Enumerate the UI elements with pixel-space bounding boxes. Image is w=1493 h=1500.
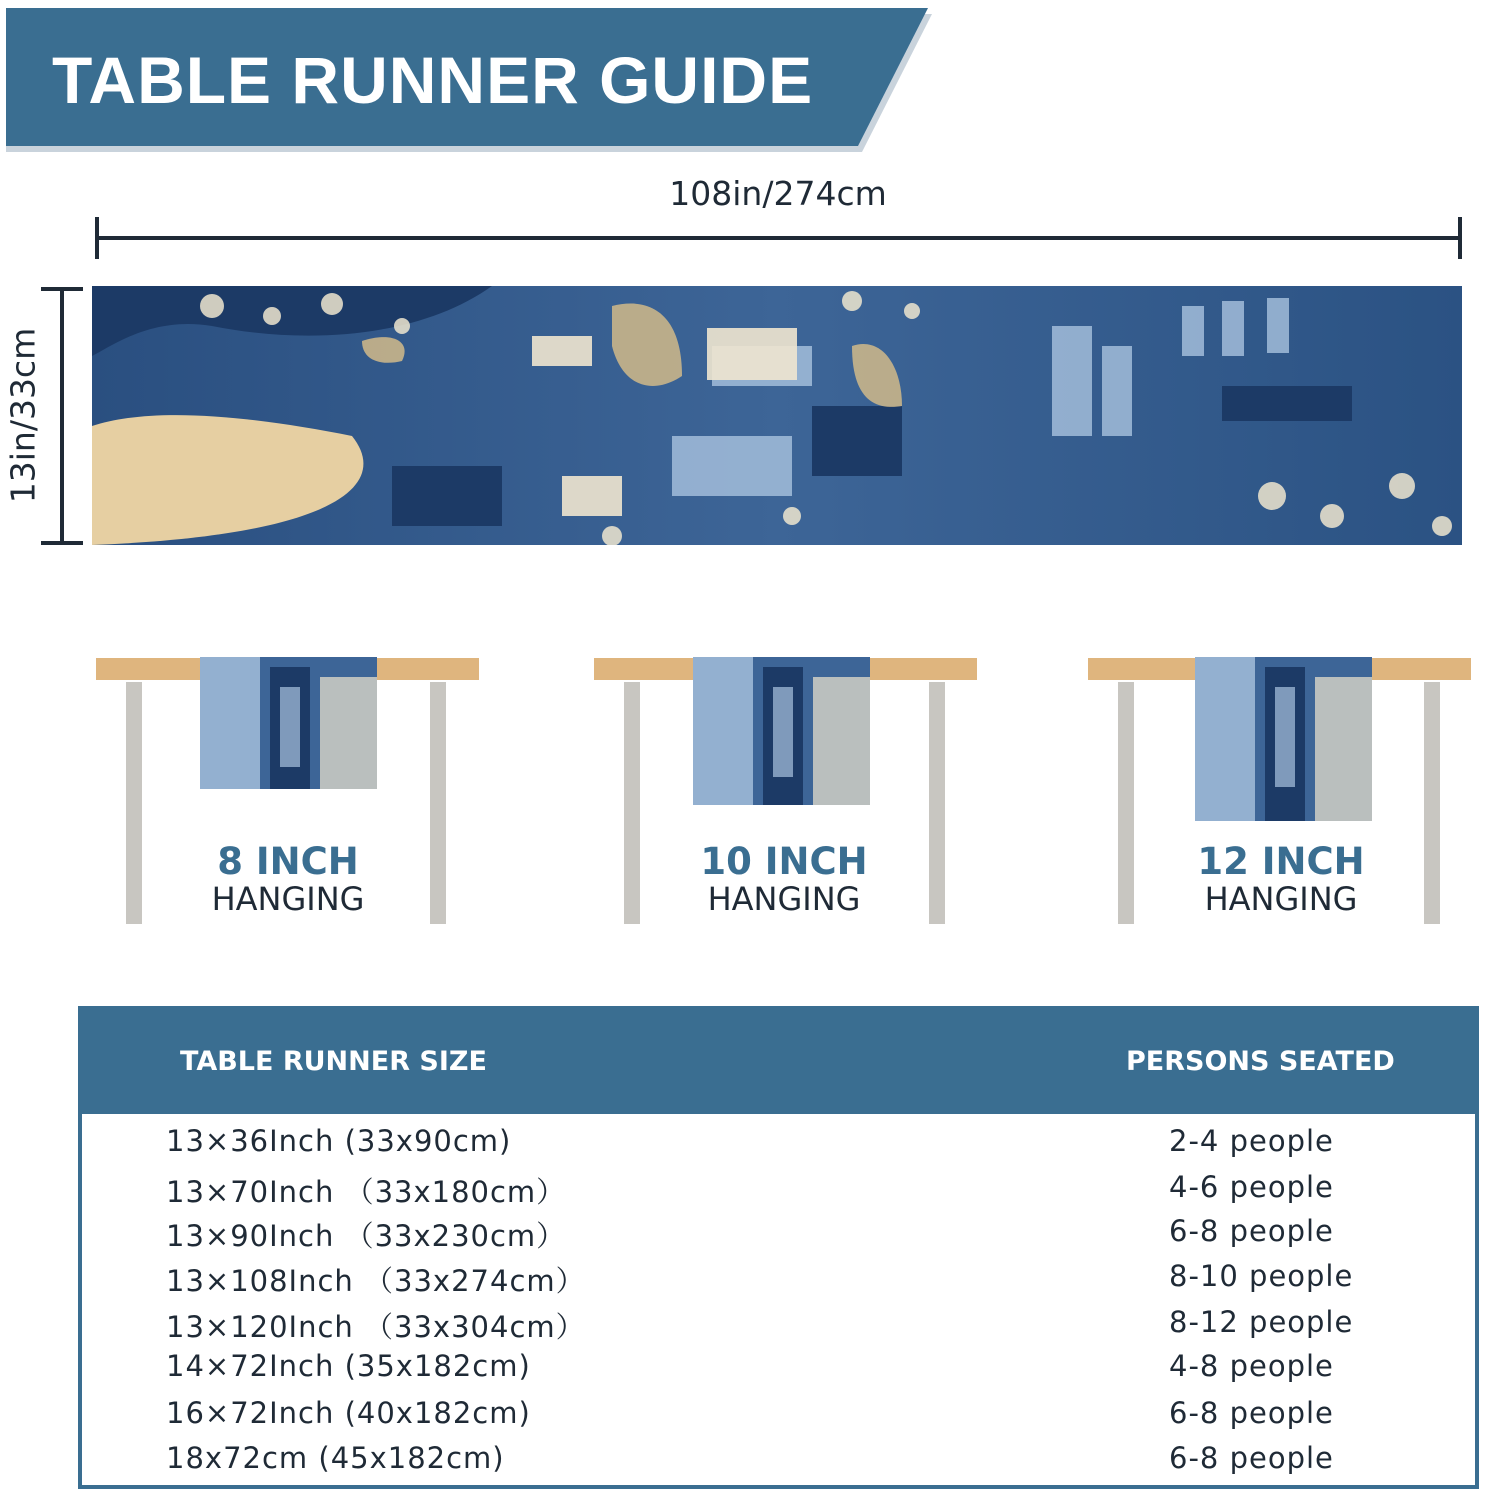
runner-drape-10-inch bbox=[693, 657, 870, 805]
hanging-8-inch-label: 8 INCH bbox=[217, 840, 359, 883]
length-dimension-cap-right bbox=[1458, 217, 1462, 259]
table-row bbox=[82, 1259, 1475, 1299]
size-cell: 16×72Inch (40x182cm) bbox=[166, 1396, 531, 1430]
width-dimension-cap-top bbox=[41, 287, 83, 291]
table-runner-image bbox=[92, 286, 1462, 545]
persons-cell: 8-12 people bbox=[1169, 1305, 1354, 1339]
size-cell: 13×90Inch （33x230cm） bbox=[166, 1219, 567, 1253]
size-cell: 18x72cm (45x182cm) bbox=[166, 1441, 505, 1475]
table-row bbox=[82, 1349, 1475, 1389]
size-table-header bbox=[82, 1010, 1475, 1114]
persons-cell: 6-8 people bbox=[1169, 1396, 1334, 1430]
size-cell: 13×120Inch （33x304cm） bbox=[166, 1310, 586, 1344]
hanging-12-inch-label: 12 INCH bbox=[1197, 840, 1365, 883]
hanging-12-word: HANGING bbox=[1204, 880, 1358, 918]
persons-cell: 8-10 people bbox=[1169, 1259, 1354, 1293]
column-header-persons: PERSONS SEATED bbox=[1126, 1046, 1395, 1077]
table-row bbox=[82, 1305, 1475, 1345]
size-table bbox=[78, 1006, 1479, 1489]
persons-cell: 4-6 people bbox=[1169, 1170, 1334, 1204]
size-cell: 14×72Inch (35x182cm) bbox=[166, 1349, 531, 1383]
table-row bbox=[82, 1170, 1475, 1210]
hanging-10-inch-label: 10 INCH bbox=[700, 840, 868, 883]
table-row bbox=[82, 1214, 1475, 1254]
width-dimension-line bbox=[60, 288, 64, 545]
size-cell: 13×108Inch （33x274cm） bbox=[166, 1264, 586, 1298]
size-cell: 13×70Inch （33x180cm） bbox=[166, 1175, 567, 1209]
hanging-8-word: HANGING bbox=[211, 880, 365, 918]
column-header-size: TABLE RUNNER SIZE bbox=[180, 1046, 487, 1077]
size-cell: 13×36Inch (33x90cm) bbox=[166, 1124, 512, 1158]
length-dimension-cap-left bbox=[95, 217, 99, 259]
length-dimension-label: 108in/274cm bbox=[669, 174, 887, 213]
table-row bbox=[82, 1124, 1475, 1164]
runner-drape-8-inch bbox=[200, 657, 377, 789]
hanging-10-word: HANGING bbox=[707, 880, 861, 918]
table-row bbox=[82, 1396, 1475, 1436]
persons-cell: 6-8 people bbox=[1169, 1214, 1334, 1248]
table-row bbox=[82, 1441, 1475, 1481]
page-title: TABLE RUNNER GUIDE bbox=[52, 43, 814, 117]
width-dimension-label: 13in/33cm bbox=[3, 327, 43, 504]
width-dimension-cap-bottom bbox=[41, 541, 83, 545]
persons-cell: 4-8 people bbox=[1169, 1349, 1334, 1383]
runner-drape-12-inch bbox=[1195, 657, 1372, 821]
persons-cell: 6-8 people bbox=[1169, 1441, 1334, 1475]
length-dimension-line bbox=[96, 236, 1462, 240]
persons-cell: 2-4 people bbox=[1169, 1124, 1334, 1158]
